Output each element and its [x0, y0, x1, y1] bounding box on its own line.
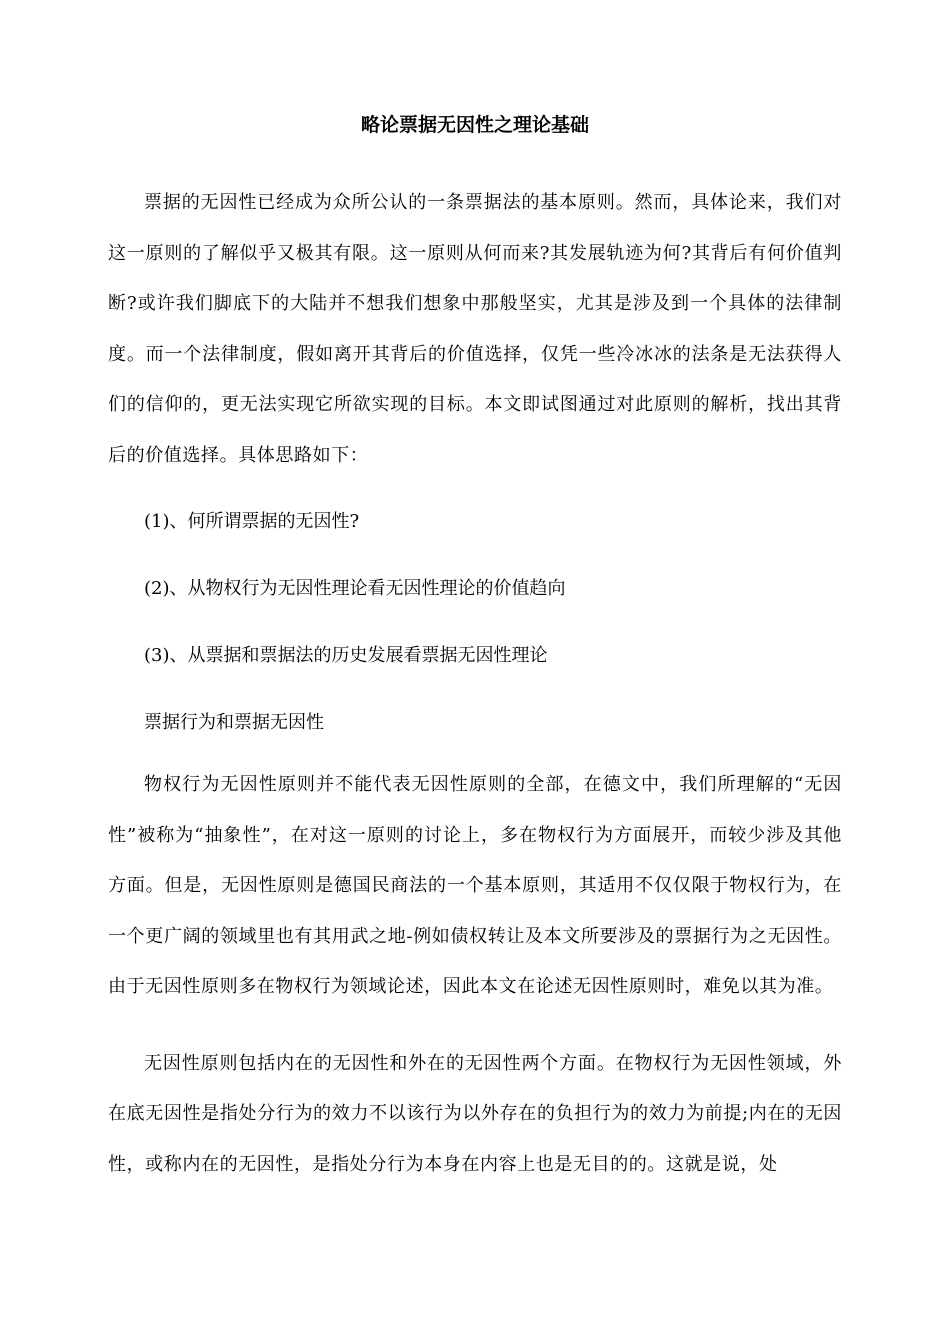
document-title: 略论票据无因性之理论基础 — [360, 114, 589, 136]
outline-item-1: (1)、何所谓票据的无因性? — [144, 511, 360, 532]
section-heading: 票据行为和票据无因性 — [144, 712, 324, 733]
outline-item-3: (3)、从票据和票据法的历史发展看票据无因性理论 — [144, 645, 548, 666]
intro-paragraph: 票据的无因性已经成为众所公认的一条票据法的基本原则。然而，具体论来，我们对这一原则的了解似乎又极其有限。这一原则从何而来?其发展轨迹为何?其背后有何价值判断?或许我们脚底下的大陆并不想我们想象中那般坚实，尤其是涉及到一个具体的法律制度。而一个法律制度，假如离开其背后的价值选择，仅凭一些冷冰冰的法条是无法获得人们的信仰的，更无法实现它所欲实现的目标。本文即试图通过对此原则的解析，找出其背后的价值选择。具体思路如下： — [108, 192, 842, 466]
body-paragraph-1: 物权行为无因性原则并不能代表无因性原则的全部，在德文中，我们所理解的“无因性”被称为“抽象性”，在对这一原则的讨论上，多在物权行为方面展开，而较少涉及其他方面。但是，无因性原则是德国民商法的一个基本原则，其适用不仅仅限于物权行为，在一个更广阔的领域里也有其用武之地-例如债权转让及本文所要涉及的票据行为之无因性。由于无因性原则多在物权行为领域论述，因此本文在论述无因性原则时，难免以其为准。 — [108, 774, 842, 997]
body-paragraph-2: 无因性原则包括内在的无因性和外在的无因性两个方面。在物权行为无因性领域，外在底无因性是指处分行为的效力不以该行为以外存在的负担行为的效力为前提;内在的无因性，或称内在的无因性，是指处分行为本身在内容上也是无目的的。这就是说，处 — [108, 1052, 842, 1175]
outline-item-2: (2)、从物权行为无因性理论看无因性理论的价值趋向 — [144, 578, 566, 599]
